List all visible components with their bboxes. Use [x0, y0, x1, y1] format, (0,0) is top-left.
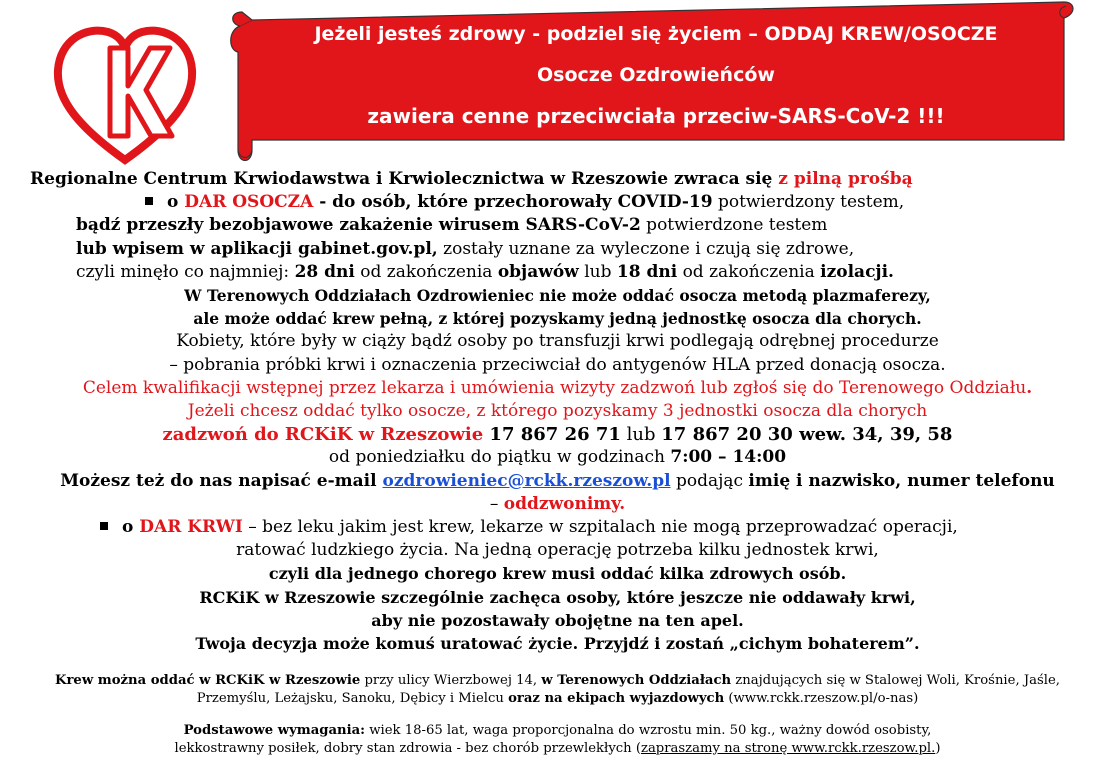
blood-line-2: ratować ludzkiego życia. Na jedną operację potrzeba kilku jednostek krwi,: [236, 540, 879, 561]
kwal-line: Celem kwalifikacji wstępnej przez lekarza i umówienia wizyty zadzwoń lub zgłoś się do Terenowego Oddziału.: [82, 377, 1033, 398]
blood-line-4: RCKiK w Rzeszowie szczególnie zachęca osoby, które jeszcze nie oddawały krwi,: [199, 587, 916, 607]
blood-line-6: Twoja decyzja może komuś uratować życie. Przyjdź i zostań „cichym bohaterem”.: [195, 634, 920, 654]
banner-line-3: zawiera cenne przeciwciała przeciw-SARS-CoV-2 !!!: [367, 104, 945, 128]
bullet-icon: [145, 197, 153, 205]
blood-line-1: o DAR KRWI – bez leku jakim jest krew, lekarze w szpitalach nie mogą przeprowadzać operacji,: [0, 516, 1115, 539]
women-line-2: – pobrania próbki krwi i oznaczenia przeciwciał do antygenów HLA przed donacją osocza.: [169, 354, 946, 375]
email-link[interactable]: ozdrowieniec@rckk.rzeszow.pl: [382, 470, 671, 491]
main-content: [0, 168, 1115, 655]
email-line: Możesz też do nas napisać e-mail ozdrowieniec@rckk.rzeszow.pl podając imię i nazwisko, numer telefonu: [60, 470, 1055, 491]
ozd-line-2: ale może oddać krew pełną, z której pozyskamy jedną jednostkę osocza dla chorych.: [193, 309, 922, 329]
plasma-line-1: o DAR OSOCZA - do osób, które przechorowały COVID-19 potwierdzony testem,: [0, 191, 1115, 214]
banner-line-1: Jeżeli jesteś zdrowy - podziel się życiem – ODDAJ KREW/OSOCZE: [314, 23, 998, 45]
intro-line: Regionalne Centrum Krwiodawstwa i Krwiolecznictwa w Rzeszowie zwraca się z pilną prośbą: [30, 169, 913, 189]
hours-line: od poniedziałku do piątku w godzinach 7:00 – 14:00: [328, 447, 787, 468]
plasma-line-2: bądź przeszły bezobjawowe zakażenie wirusem SARS-CoV-2 potwierdzone testem: [76, 215, 828, 236]
bullet-icon: [100, 522, 108, 530]
banner-line-2: Osocze Ozdrowieńców: [537, 64, 775, 86]
ozd-line-1: W Terenowych Oddziałach Ozdrowieniec nie może oddać osocza metodą plazmaferezy,: [184, 286, 931, 306]
plasma-line-4: czyli minęło co najmniej: 28 dni od zakończenia objawów lub 18 dni od zakończenia izolacji.: [76, 261, 894, 282]
banner-text: [256, 14, 1056, 137]
footer-locations: Krew można oddać w RCKiK w Rzeszowie przy ulicy Wierzbowej 14, w Terenowych Oddziałach znajdujących się w Stalowej Woli, Krośnie, Jaśle, Przemyślu, Leżajsku, Sanoku, Dębicy i Mielcu oraz na ekipach wyjazdowych (www.rckk.rzeszow.pl/o-nas): [55, 673, 1060, 706]
women-line-1: Kobiety, które były w ciąży bądź osoby po transfuzji krwi podlegają odrębnej procedurze: [176, 331, 939, 352]
callback-line: – oddzwonimy.: [489, 493, 626, 514]
blood-line-3: czyli dla jednego chorego krew musi oddać kilka zdrowych osób.: [268, 564, 847, 584]
website-link[interactable]: zapraszamy na stronę www.rckk.rzeszow.pl.: [641, 741, 936, 756]
blood-line-5: aby nie pozostawały obojętne na ten apel.: [371, 610, 744, 630]
only-plasma-line: Jeżeli chcesz oddać tylko osocze, z którego pozyskamy 3 jednostki osocza dla chorych: [187, 401, 928, 422]
heart-k-logo-icon: [50, 18, 200, 168]
plasma-line-3: lub wpisem w aplikacji gabinet.gov.pl, zostały uznane za wyleczone i czują się zdrowe,: [76, 238, 855, 259]
call-line: zadzwoń do RCKiK w Rzeszowie 17 867 26 71 lub 17 867 20 30 wew. 34, 39, 58: [162, 424, 953, 446]
footer-requirements: Podstawowe wymagania: wiek 18-65 lat, waga proporcjonalna do wzrostu min. 50 kg., ważny dowód osobisty, lekkostrawny posiłek, dobry stan zdrowia - bez chorób przewlekłych (zapraszamy na stronę www.rckk.rzeszow.pl.): [174, 723, 941, 756]
